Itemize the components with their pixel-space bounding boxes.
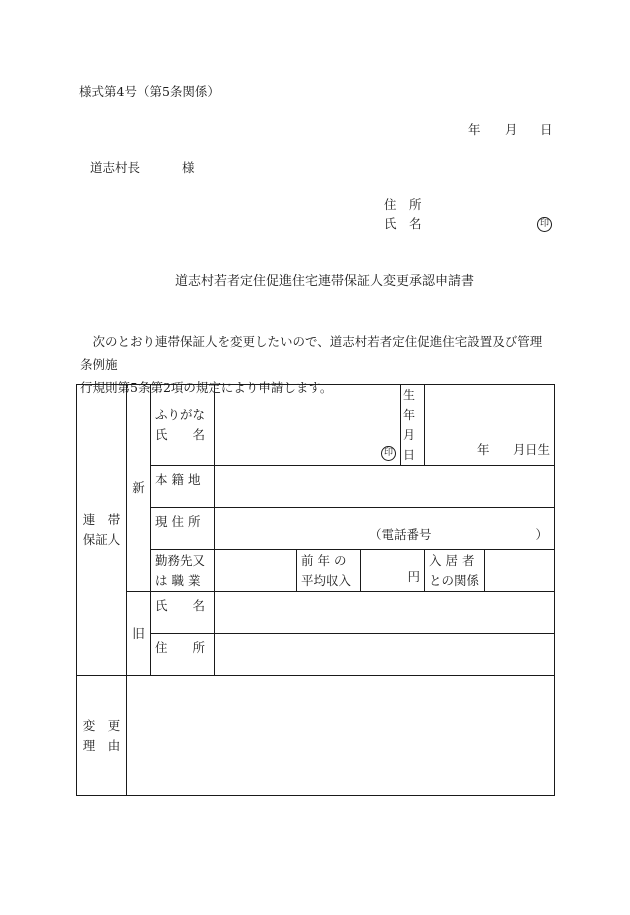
relation-field[interactable]	[485, 550, 555, 592]
guarantor-seal-icon: 印	[381, 446, 396, 461]
yen-label: 円	[407, 569, 420, 584]
reason-label-cell	[77, 676, 127, 796]
old-address-field[interactable]	[215, 634, 555, 676]
body-line-2: 行規則第5条第2項の規定により申請します。	[80, 380, 333, 395]
income-field[interactable]	[361, 550, 425, 592]
new-name-field[interactable]	[215, 385, 401, 466]
guarantor-label-2: 保証人	[82, 532, 121, 547]
document-title: 道志村若者定住促進住宅連帯保証人変更承認申請書	[175, 274, 475, 289]
date-month-label: 月	[505, 122, 518, 137]
income-label-2: 平均収入	[301, 572, 352, 588]
addressee-name: 道志村長	[90, 160, 141, 175]
phone-label: （電話番号	[369, 527, 432, 542]
guarantor-change-table	[76, 384, 555, 796]
applicant-seal-icon: 印	[537, 217, 552, 232]
reason-field[interactable]	[127, 676, 555, 796]
employer-label-1: 勤務先又	[155, 552, 206, 568]
birth-month-label: 月	[513, 442, 526, 457]
birth-day-label: 日生	[524, 442, 550, 457]
applicant-name-label: 氏 名	[384, 216, 422, 231]
relation-label-2: との関係	[429, 572, 480, 588]
birth-label-2: 月 日	[403, 428, 416, 462]
body-line-1: 次のとおり連帯保証人を変更したいので、道志村若者定住促進住宅設置及び管理条例施	[80, 334, 543, 372]
relation-label-cell	[425, 550, 485, 592]
phone-close: ）	[535, 527, 548, 542]
employer-label-cell	[151, 550, 215, 592]
date-day-label: 日	[540, 122, 553, 137]
furigana-label: ふりがな	[155, 407, 206, 422]
new-label: 新	[127, 385, 151, 592]
honseki-label: 本 籍 地	[151, 466, 215, 508]
birth-year-label: 年	[477, 442, 490, 457]
employer-label-2: は 職 業	[155, 572, 201, 588]
honseki-field[interactable]	[215, 466, 555, 508]
form-number: 様式第4号（第5条関係）	[79, 84, 220, 99]
old-label: 旧	[127, 592, 151, 676]
old-name-field[interactable]	[215, 592, 555, 634]
new-name-label: 氏 名	[155, 427, 206, 442]
guarantor-label-1: 連 帯	[82, 512, 121, 527]
addressee-honorific: 様	[182, 160, 195, 175]
reason-label-1: 変 更	[82, 717, 121, 733]
income-label-1: 前 年 の	[301, 552, 347, 568]
reason-label-2: 理 由	[82, 737, 121, 753]
birth-label-cell	[401, 385, 425, 466]
old-name-label: 氏 名	[151, 592, 215, 634]
guarantor-label-cell	[77, 385, 127, 676]
birth-date-field[interactable]	[425, 385, 555, 466]
relation-label-1: 入 居 者	[429, 552, 475, 568]
old-address-label: 住 所	[151, 634, 215, 676]
date-year-label: 年	[468, 122, 481, 137]
current-address-label: 現 住 所	[151, 508, 215, 550]
birth-label-1: 生 年	[403, 388, 416, 422]
furigana-name-label-cell	[151, 385, 215, 466]
applicant-address-label: 住 所	[384, 197, 422, 212]
current-address-field[interactable]	[215, 508, 555, 550]
income-label-cell	[297, 550, 361, 592]
employer-field[interactable]	[215, 550, 297, 592]
